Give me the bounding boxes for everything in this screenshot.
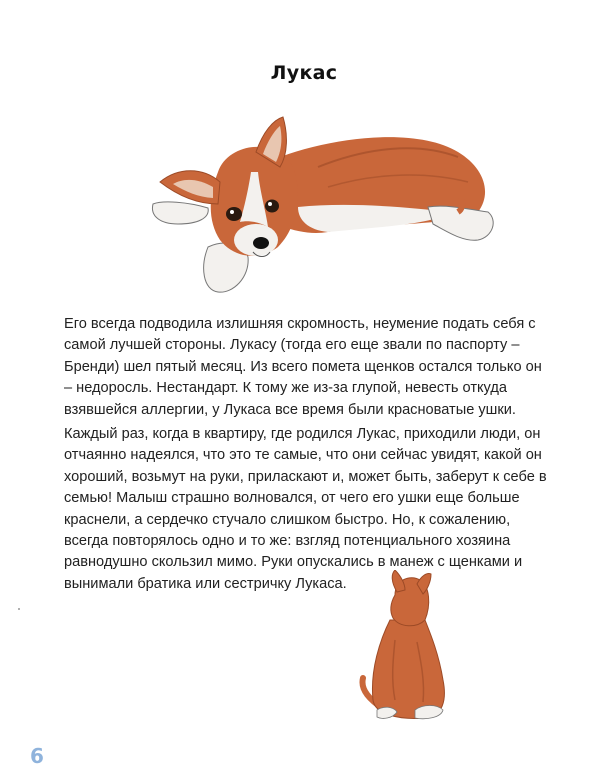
lying-puppy-illustration	[148, 112, 500, 302]
paragraph-1: Его всегда подводила излишняя скромность, неумение подать себя с самой лучшей стороны. Лукасу (тогда его еще звали по паспорту – Бренди) шел пятый месяц. Из всего помета щенков остался только он – недоросль. Нестандарт. К тому же из-за глупой, невесть откуда взявшейся аллергии, у Лукаса все время были красноватые ушки.	[64, 316, 542, 418]
page-title: Лукас	[270, 62, 338, 84]
sitting-puppy-illustration	[355, 570, 455, 722]
paper-speck	[18, 608, 20, 610]
paragraph-2: Каждый раз, когда в квартиру, где родился Лукас, приходили люди, он отчаянно надеялся, что это те самые, что они сейчас увидят, какой он хороший, возьмут на руки, приласкают и, может быть, заберут к себе в семью! Малыш страшно волновался, от чего его ушки еще больше краснели, а сердечко стучало слишком быстро. Но, к сожалению, всегда повторялось одно и то же: взгляд потенциального хозяина равнодушно скользил мимо. Руки опускались в манеж с щенками и вынимали братика или сестричку Лукаса.	[64, 426, 547, 592]
page-number: 6	[30, 744, 44, 768]
